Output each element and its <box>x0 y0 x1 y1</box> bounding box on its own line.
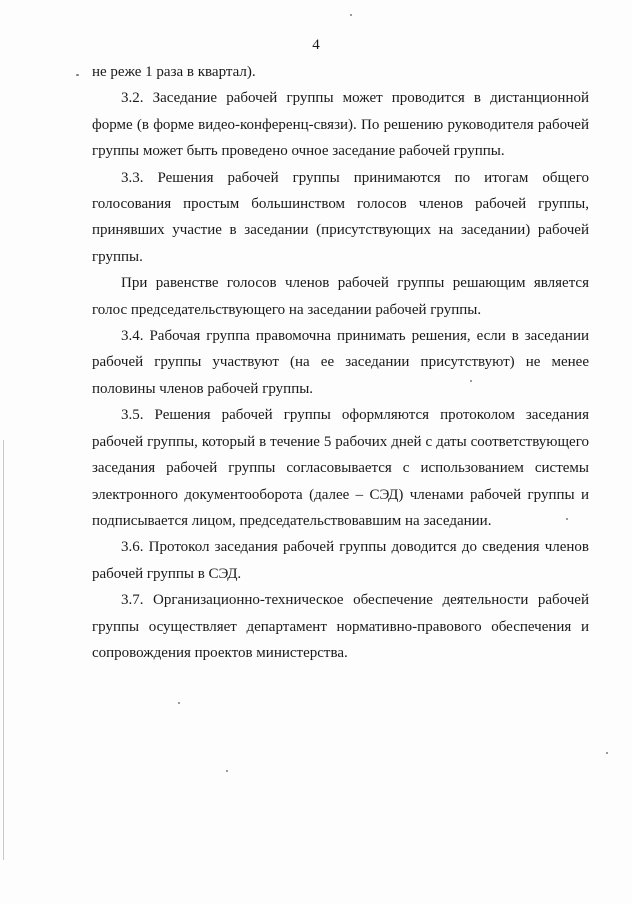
scan-speck <box>226 770 228 772</box>
scan-speck <box>470 380 472 382</box>
document-body <box>92 59 589 666</box>
paragraph-3-3: 3.3. Решения рабочей группы принимаются по итогам общего голосования простым большинством голосов членов рабочей группы, принявших участие в заседании (присутствующих на заседании) рабочей группы. <box>92 169 589 265</box>
scan-speck <box>350 14 352 16</box>
paragraph-3-5: 3.5. Решения рабочей группы оформляются протоколом заседания рабочей группы, который в течение 5 рабочих дней с даты соответствующего заседания рабочей группы согласовывается с использованием системы электронного документооборота (далее – СЭД) членами рабочей группы и подписывается лицом, председательствовавшим на заседании. <box>92 407 589 529</box>
scan-speck <box>178 702 180 704</box>
scan-speck <box>76 74 79 76</box>
scan-speck <box>606 752 608 754</box>
scan-speck <box>566 518 568 520</box>
paragraph-continuation: не реже 1 раза в квартал). <box>92 64 256 80</box>
paragraph-3-2: 3.2. Заседание рабочей группы может проводится в дистанционной форме (в форме видео-конференц-связи). По решению руководителя рабочей группы может быть проведено очное заседание рабочей группы. <box>92 90 589 160</box>
paragraph-3-4: 3.4. Рабочая группа правомочна принимать решения, если в заседании рабочей группы участвуют (на ее заседании присутствуют) не менее половины членов рабочей группы. <box>92 328 589 397</box>
paragraph-3-6: 3.6. Протокол заседания рабочей группы доводится до сведения членов рабочей группы в СЭД. <box>92 539 589 582</box>
page-number: 4 <box>312 37 320 53</box>
paragraph-tie-vote: При равенстве голосов членов рабочей группы решающим является голос председательствующего на заседании рабочей группы. <box>92 275 589 318</box>
scan-edge-line <box>3 440 4 860</box>
paragraph-3-7: 3.7. Организационно-техническое обеспечение деятельности рабочей группы осуществляет департамент нормативно-правового обеспечения и сопровождения проектов министерства. <box>92 592 589 661</box>
